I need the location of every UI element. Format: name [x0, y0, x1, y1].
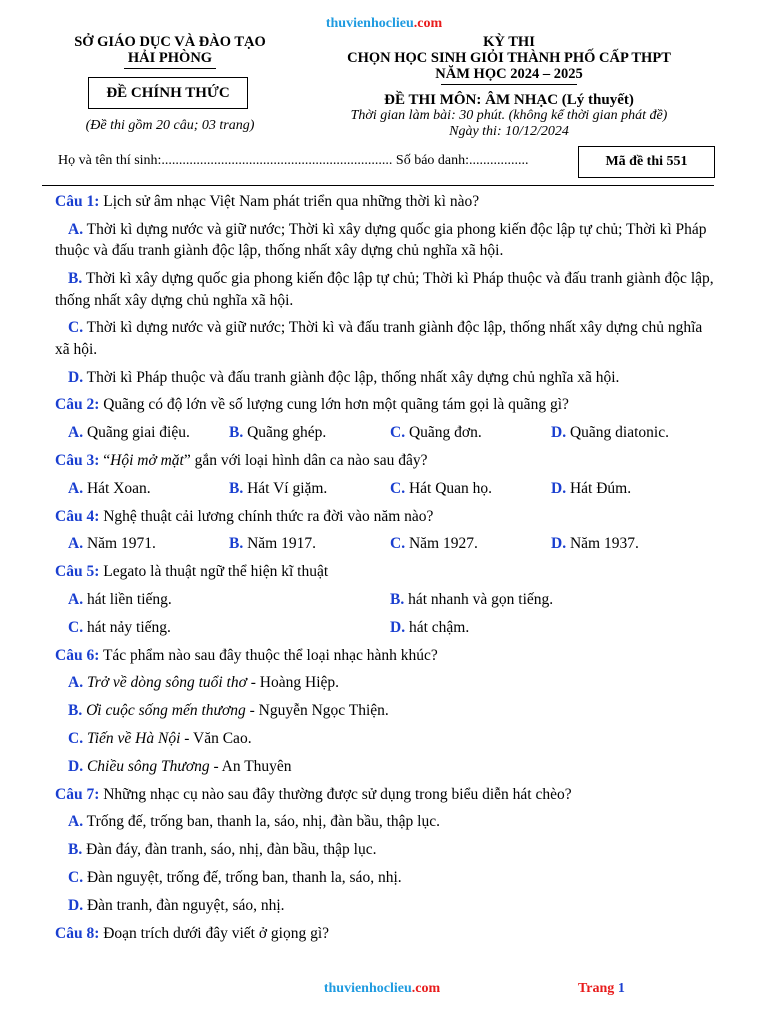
song-author: - Hoàng Hiệp. [246, 674, 340, 692]
question-number: Câu 1: [55, 193, 100, 210]
option-text: Hát Đúm. [566, 479, 632, 497]
option-c [390, 478, 551, 500]
option-letter: B. [68, 702, 83, 720]
option-b [229, 422, 390, 444]
option-letter: A. [68, 674, 84, 692]
option-text: Quãng diatonic. [566, 424, 669, 442]
header-right [312, 34, 706, 140]
page-value: 1 [617, 981, 625, 996]
candidate-info-line: Họ và tên thí sinh:.................................................................. Số báo danh:................. [58, 153, 529, 168]
option-a [68, 811, 715, 833]
option-text: Trống đế, trống ban, thanh la, sáo, nhị, đàn bầu, thập lục. [83, 813, 440, 831]
option-letter: C. [390, 424, 406, 442]
option-a [68, 422, 229, 444]
question-text-italic: Hội mở mặt [110, 452, 184, 470]
option-text: Đàn nguyệt, trống đế, trống ban, thanh la, sáo, nhị. [83, 869, 402, 887]
question-5 [55, 561, 715, 583]
option-b [229, 533, 390, 555]
option-text: Quãng giai điệu. [83, 424, 190, 442]
option-letter: B. [229, 424, 244, 442]
song-author: - Nguyễn Ngọc Thiện. [245, 702, 389, 720]
question-number: Câu 2: [55, 396, 100, 414]
option-text: Quãng ghép. [243, 424, 327, 442]
pages-note: (Đề thi gồm 20 câu; 03 trang) [85, 118, 255, 133]
header-divider [42, 185, 714, 186]
option-letter: B. [229, 535, 244, 553]
question-4 [55, 506, 715, 528]
option-c [68, 867, 715, 889]
option-b [55, 268, 715, 311]
option-text: Đàn tranh, đàn nguyệt, sáo, nhị. [83, 896, 285, 914]
header-left [58, 34, 282, 69]
option-b [390, 589, 712, 611]
option-text: Năm 1927. [405, 535, 478, 553]
school-year: NĂM HỌC 2024 – 2025 [435, 66, 583, 82]
option-text: Quãng đơn. [405, 424, 482, 442]
exam-duration: Thời gian làm bài: 30 phút. (không kể thời gian phát đề) [350, 108, 668, 123]
option-letter: C. [68, 869, 84, 887]
option-letter: A. [68, 813, 84, 831]
exam-code-box: Mã đề thi 551 [578, 146, 715, 178]
option-d [68, 367, 715, 389]
question-number: Câu 3: [55, 452, 100, 470]
option-text: Năm 1937. [566, 535, 639, 553]
site-watermark-bottom [0, 981, 766, 997]
question-3 [55, 450, 715, 472]
question-number: Câu 8: [55, 924, 100, 942]
option-text: Năm 1971. [83, 535, 156, 553]
option-a [68, 672, 715, 694]
option-letter: A. [68, 535, 84, 553]
option-text: Thời kì xây dựng quốc gia phong kiến độc lập tự chủ; Thời kì Pháp thuộc và đấu tranh giành độc lập, thống nhất xây dựng chủ nghĩa xã hội. [55, 270, 714, 309]
option-letter: A. [68, 220, 84, 238]
question-number: Câu 5: [55, 563, 100, 581]
question-text: Quãng có độ lớn về số lượng cung lớn hơn một quãng tám gọi là quãng gì? [99, 396, 569, 414]
question-6 [55, 645, 715, 667]
site-name: thuvienhoclieu [325, 16, 414, 31]
exam-date: Ngày thi: 10/12/2024 [449, 124, 569, 139]
song-title: Ơi cuộc sống mến thương [86, 702, 246, 720]
option-b [229, 478, 390, 500]
question-text: Những nhạc cụ nào sau đây thường được sử dụng trong biểu diễn hát chèo? [99, 785, 572, 803]
option-letter: B. [68, 270, 83, 288]
option-letter: C. [68, 618, 84, 636]
header-left-underline [124, 68, 216, 69]
options-row [68, 422, 715, 444]
option-text: hát nhanh và gọn tiếng. [404, 591, 554, 609]
department-name: SỞ GIÁO DỤC VÀ ĐÀO TẠO [74, 34, 266, 50]
option-c [390, 422, 551, 444]
option-text: Năm 1917. [243, 535, 316, 553]
question-number: Câu 7: [55, 785, 100, 803]
option-a [55, 219, 715, 262]
option-letter: C. [390, 535, 406, 553]
option-d [551, 533, 712, 555]
option-d [68, 756, 715, 778]
question-number: Câu 6: [55, 646, 100, 664]
option-letter: A. [68, 479, 84, 497]
question-text-pre: “ [99, 452, 111, 470]
option-text: Thời kì dựng nước và giữ nước; Thời kì xây dựng quốc gia phong kiến độc lập tự chủ; Thời kì Pháp thuộc và đấu tranh giành độc lập, thống nhất xây dựng chủ nghĩa xã hội. [55, 220, 707, 260]
option-text: Thời kì dựng nước và giữ nước; Thời kì và đấu tranh giành độc lập, thống nhất xây dựng chủ nghĩa xã hội. [55, 319, 703, 358]
question-7 [55, 784, 715, 806]
page-label: Trang [578, 981, 618, 996]
page-number [578, 981, 625, 997]
question-text: Tác phẩm nào sau đây thuộc thể loại nhạc hành khúc? [99, 646, 438, 664]
option-text: Hát Quan họ. [405, 479, 493, 497]
option-letter: D. [68, 368, 84, 386]
option-c [390, 533, 551, 555]
option-letter: C. [68, 319, 84, 337]
option-d [390, 617, 712, 639]
question-number: Câu 4: [55, 507, 100, 525]
question-text: Đoạn trích dưới đây viết ở giọng gì? [99, 924, 330, 942]
song-author: - An Thuyên [209, 757, 292, 775]
official-exam-box: ĐỀ CHÍNH THỨC [88, 77, 248, 109]
option-d [551, 478, 712, 500]
option-text: Đàn đáy, đàn tranh, sáo, nhị, đàn bầu, thập lục. [82, 841, 377, 859]
option-c [68, 728, 715, 750]
option-c [55, 317, 715, 360]
question-2 [55, 394, 715, 416]
site-name: thuvienhoclieu [323, 981, 412, 996]
question-text: Legato là thuật ngữ thể hiện kĩ thuật [99, 563, 329, 581]
question-1 [55, 191, 715, 213]
option-letter: D. [551, 535, 567, 553]
option-letter: C. [68, 730, 84, 748]
exam-subject: ĐỀ THI MÔN: ÂM NHẠC (Lý thuyết) [384, 92, 634, 108]
questions-body [55, 191, 715, 950]
option-letter: A. [68, 591, 84, 609]
question-text-post: ” gắn với loại hình dân ca nào sau đây? [183, 452, 428, 470]
option-letter: D. [68, 896, 84, 914]
song-author: - Văn Cao. [180, 730, 252, 748]
site-domain: .com [411, 981, 441, 996]
option-d [551, 422, 712, 444]
question-text: Lịch sử âm nhạc Việt Nam phát triển qua những thời kì nào? [99, 193, 480, 210]
song-title: Chiều sông Thương [86, 757, 210, 775]
option-b [68, 700, 715, 722]
option-text: hát nảy tiếng. [83, 618, 171, 636]
option-a [68, 589, 390, 611]
city-name: HẢI PHÒNG [127, 50, 213, 66]
option-letter: C. [390, 479, 406, 497]
option-letter: D. [551, 479, 567, 497]
option-a [68, 478, 229, 500]
option-letter: D. [551, 424, 567, 442]
site-watermark-top [0, 16, 768, 32]
site-domain: .com [413, 16, 443, 31]
options-row [68, 589, 715, 611]
option-d [68, 895, 715, 917]
option-letter: D. [390, 618, 406, 636]
option-letter: B. [390, 591, 405, 609]
question-text: Nghệ thuật cải lương chính thức ra đời vào năm nào? [99, 507, 434, 525]
options-row [68, 617, 715, 639]
option-text: hát chậm. [405, 618, 470, 636]
option-a [68, 533, 229, 555]
options-row [68, 478, 715, 500]
exam-type: KỲ THI [483, 34, 535, 50]
option-letter: B. [68, 841, 83, 859]
option-letter: D. [68, 757, 84, 775]
option-c [68, 617, 390, 639]
song-title: Tiến về Hà Nội [86, 730, 181, 748]
option-letter: A. [68, 424, 84, 442]
option-text: Hát Xoan. [83, 479, 151, 497]
option-b [68, 839, 715, 861]
options-row [68, 533, 715, 555]
question-8 [55, 923, 715, 945]
exam-title: CHỌN HỌC SINH GIỎI THÀNH PHỐ CẤP THPT [347, 50, 671, 66]
header-right-underline [441, 84, 577, 85]
option-text: Hát Ví giặm. [243, 479, 328, 497]
option-text: Thời kì Pháp thuộc và đấu tranh giành độc lập, thống nhất xây dựng chủ nghĩa xã hội. [83, 368, 620, 386]
song-title: Trở về dòng sông tuổi thơ [86, 674, 247, 692]
option-text: hát liền tiếng. [83, 591, 172, 609]
option-letter: B. [229, 479, 244, 497]
